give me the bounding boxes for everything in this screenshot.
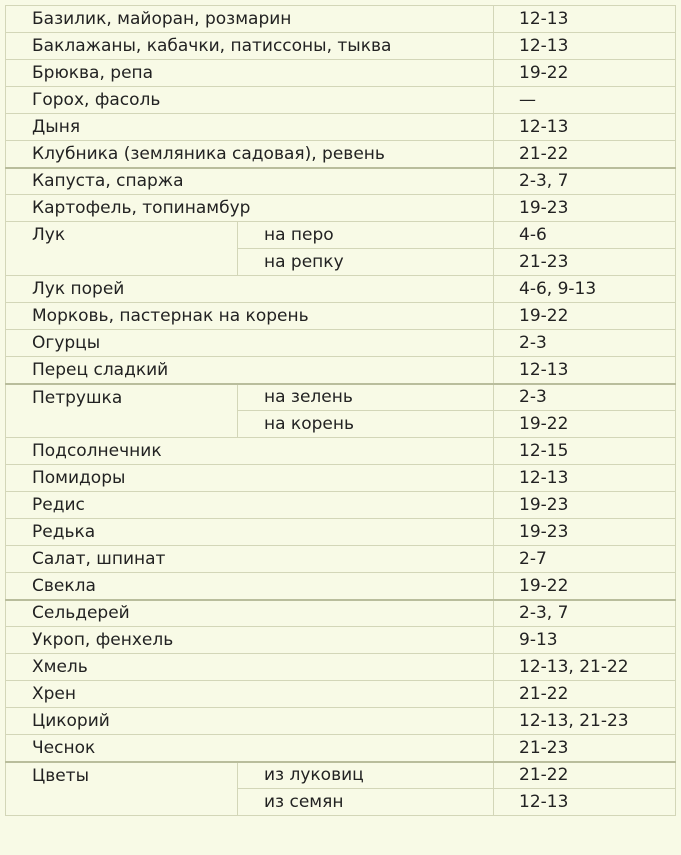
table-row — [6, 465, 676, 492]
crop-name: Огурцы — [6, 330, 494, 357]
table-row — [6, 114, 676, 141]
planting-table — [5, 5, 676, 816]
table-row — [6, 330, 676, 357]
planting-days: 2-3, 7 — [494, 168, 676, 195]
table-row — [6, 600, 676, 627]
table-body — [6, 6, 676, 816]
planting-days: 12-13 — [494, 33, 676, 60]
planting-days: 12-13 — [494, 357, 676, 384]
planting-days: 2-3, 7 — [494, 600, 676, 627]
planting-days: 19-23 — [494, 519, 676, 546]
crop-name: Капуста, спаржа — [6, 168, 494, 195]
table-row — [6, 438, 676, 465]
crop-name: Дыня — [6, 114, 494, 141]
table-row — [6, 384, 676, 411]
crop-name: Цветы — [6, 762, 238, 816]
crop-name: Лук порей — [6, 276, 494, 303]
crop-name: Цикорий — [6, 708, 494, 735]
crop-variant: из семян — [238, 789, 494, 816]
crop-name: Чеснок — [6, 735, 494, 762]
table-row — [6, 762, 676, 789]
planting-days: 12-13 — [494, 6, 676, 33]
table-row — [6, 492, 676, 519]
crop-name: Петрушка — [6, 384, 238, 438]
table-row — [6, 276, 676, 303]
table-row — [6, 627, 676, 654]
planting-days: 2-3 — [494, 330, 676, 357]
table-row — [6, 573, 676, 600]
table-row — [6, 87, 676, 114]
planting-days: 12-13 — [494, 114, 676, 141]
planting-days: 12-13 — [494, 465, 676, 492]
table-row — [6, 735, 676, 762]
planting-days: 19-23 — [494, 492, 676, 519]
table-row — [6, 681, 676, 708]
planting-days: 12-13, 21-22 — [494, 654, 676, 681]
planting-days: 21-23 — [494, 735, 676, 762]
crop-name: Перец сладкий — [6, 357, 494, 384]
table-row — [6, 654, 676, 681]
planting-days: 21-22 — [494, 681, 676, 708]
planting-days: 12-13, 21-23 — [494, 708, 676, 735]
table-row — [6, 303, 676, 330]
table-row — [6, 546, 676, 573]
crop-name: Баклажаны, кабачки, патиссоны, тыква — [6, 33, 494, 60]
table-row — [6, 141, 676, 168]
planting-days: 19-23 — [494, 195, 676, 222]
crop-variant: на репку — [238, 249, 494, 276]
planting-days: 2-7 — [494, 546, 676, 573]
table-row — [6, 519, 676, 546]
crop-name: Свекла — [6, 573, 494, 600]
crop-name: Редис — [6, 492, 494, 519]
planting-days: 19-22 — [494, 573, 676, 600]
planting-days: 19-22 — [494, 60, 676, 87]
table-row — [6, 195, 676, 222]
planting-days: 4-6, 9-13 — [494, 276, 676, 303]
planting-days: — — [494, 87, 676, 114]
table-row — [6, 222, 676, 249]
table-row — [6, 168, 676, 195]
planting-days: 21-22 — [494, 141, 676, 168]
crop-variant: из луковиц — [238, 762, 494, 789]
crop-name: Хмель — [6, 654, 494, 681]
planting-days: 19-22 — [494, 303, 676, 330]
crop-name: Укроп, фенхель — [6, 627, 494, 654]
table-row — [6, 60, 676, 87]
crop-variant: на перо — [238, 222, 494, 249]
crop-name: Морковь, пастернак на корень — [6, 303, 494, 330]
planting-days: 21-22 — [494, 762, 676, 789]
planting-days: 12-13 — [494, 789, 676, 816]
planting-days: 9-13 — [494, 627, 676, 654]
planting-days: 19-22 — [494, 411, 676, 438]
table-row — [6, 6, 676, 33]
planting-days: 12-15 — [494, 438, 676, 465]
crop-name: Хрен — [6, 681, 494, 708]
crop-name: Салат, шпинат — [6, 546, 494, 573]
crop-name: Лук — [6, 222, 238, 276]
crop-name: Редька — [6, 519, 494, 546]
crop-name: Горох, фасоль — [6, 87, 494, 114]
crop-name: Клубника (земляника садовая), ревень — [6, 141, 494, 168]
crop-variant: на зелень — [238, 384, 494, 411]
crop-name: Сельдерей — [6, 600, 494, 627]
crop-variant: на корень — [238, 411, 494, 438]
planting-days: 21-23 — [494, 249, 676, 276]
table-row — [6, 708, 676, 735]
planting-days: 4-6 — [494, 222, 676, 249]
table-row — [6, 357, 676, 384]
crop-name: Брюква, репа — [6, 60, 494, 87]
table-row — [6, 33, 676, 60]
crop-name: Базилик, майоран, розмарин — [6, 6, 494, 33]
planting-days: 2-3 — [494, 384, 676, 411]
crop-name: Картофель, топинамбур — [6, 195, 494, 222]
crop-name: Помидоры — [6, 465, 494, 492]
crop-name: Подсолнечник — [6, 438, 494, 465]
